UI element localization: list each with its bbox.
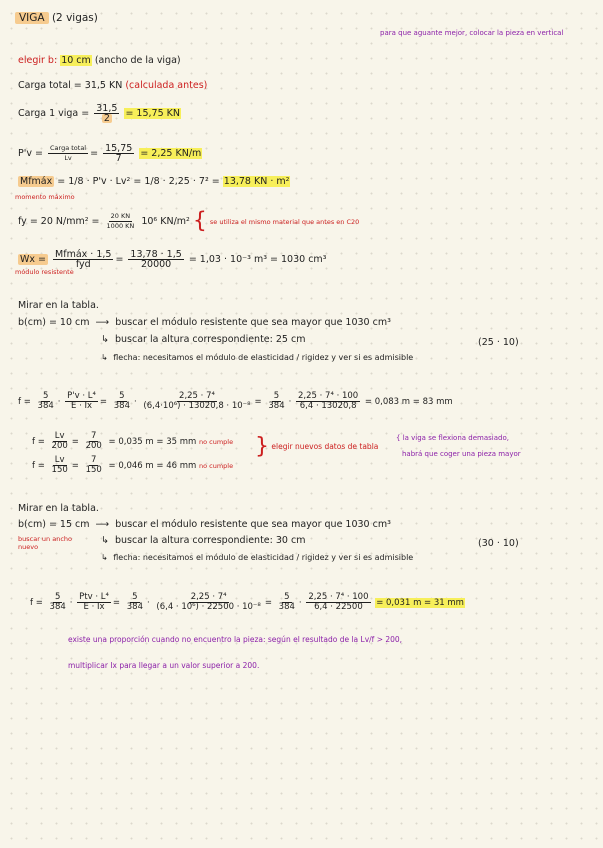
carga-viga-line: Carga 1 viga = $\frac{31,5}{2}$ = 15,75 KN (18, 103, 180, 124)
table2-step2: ↳ buscar la altura correspondiente: 30 cm (101, 535, 306, 546)
page-title (15, 12, 98, 24)
hook-arrow-icon: ↳ (101, 535, 109, 546)
proportion-note-1: existe una proporción cuando no encuentro la pieza: según el resultado de la Lv/f > 200, (68, 635, 403, 644)
table1-step2: ↳ buscar la altura correspondiente: 25 cm (101, 334, 306, 345)
table2-b-note: buscar un ancho nuevo (18, 535, 73, 551)
b-choice-line: elegir b: 10 cm (ancho de la viga) (18, 55, 181, 66)
flexion-note-2: habrá que coger una pieza mayor (402, 450, 521, 458)
table2-b-line: b(cm) = 15 cm ⟶ buscar el módulo resistente que sea mayor que 1030 cm³ (18, 519, 391, 530)
arrow-icon: ⟶ (95, 519, 110, 530)
proportion-note-2: multiplicar Ix para llegar a un valor superior a 200. (68, 661, 260, 670)
table1-heading: Mirar en la tabla. (18, 300, 99, 311)
table1-step3: ↳ flecha: necesitamos el módulo de elasticidad / rigidez y ver si es admisible (101, 353, 414, 362)
flecha1-check1: f = $\frac{Lv}{200}$ = $\frac{7}{200}$ = 0,035 m = 35 mm no cumple (32, 431, 234, 451)
mfmax-line: Mfmáx = 1/8 · P'v · Lv² = 1/8 · 2,25 · 7² = 13,78 KN · m² (20, 176, 290, 187)
table2-dims: (30 · 10) (478, 538, 519, 549)
carga-viga-fraction: $\frac{31,5}{2}$ (96, 103, 118, 124)
vertical-note: para que aguante mejor, colocar la pieza en vertical (380, 29, 564, 37)
fy-line: fy = 20 N/mm² = $\frac{20 KN}{1000 KN}$ 10⁶ KN/m² { se utiliza el mismo material que antes en C20 (18, 208, 360, 234)
table1-dims: (25 · 10) (478, 337, 519, 348)
mfmax-subnote: momento máximo (15, 193, 75, 201)
title-highlight: VIGA (15, 12, 49, 24)
carga-total-line: Carga total = 31,5 KN (calculada antes) (18, 80, 208, 91)
flexion-note-1: { la viga se flexiona demasiado, (396, 434, 509, 442)
new-data-note: } elegir nuevos datos de tabla (255, 434, 379, 459)
flecha2-line: f = $\frac{5}{384}$ · $\frac{\text{Ptv · L⁴}}{E \cdot Ix}$ = $\frac{5}{384}$ · $\frac{\text{2,25 · 7⁴}}{\text{(6,4 · 10⁶) · 22500 · 10⁻⁸}}$ = $\frac{5}{384}$ · $\frac{\text{2,25 · 7⁴ · 100}}{6,4 \cdot 22500}$ = 0,031 m = 31 mm (30, 592, 464, 612)
table1-b-line: b(cm) = 10 cm ⟶ buscar el módulo resistente que sea mayor que 1030 cm³ (18, 317, 391, 328)
hook-arrow-icon: ↳ (101, 353, 108, 362)
arrow-icon: ⟶ (95, 317, 110, 328)
hook-arrow-icon: ↳ (101, 553, 108, 562)
flecha1-check2: f = $\frac{Lv}{150}$ = $\frac{7}{150}$ = 0,046 m = 46 mm no cumple (32, 455, 234, 475)
pv-line: P'v = $\frac{\text{Carga total}}{Lv}$ = $\frac{15,75}{7}$ = 2,25 KN/m (18, 143, 202, 164)
flecha1-line: f = $\frac{5}{384}$ · $\frac{\text{P'v · L⁴}}{E \cdot Ix}$ = $\frac{5}{384}$ · $\frac{\text{2,25 · 7⁴}}{\text{(6,4·10⁶) · 13020,8 · 10⁻⁸}}$ = $\frac{5}{384}$ · $\frac{\text{2,25 · 7⁴ · 100}}{6,4 \cdot 13020,8}$ = 0,083 m = 83 mm (18, 391, 453, 411)
table2-step3: ↳ flecha: necesitamos el módulo de elasticidad / rigidez y ver si es admisible (101, 553, 414, 562)
table2-heading: Mirar en la tabla. (18, 503, 99, 514)
wx-line: Wx = $\frac{\text{Mfmáx · 1,5}}{\text{fyd}}$ = $\frac{13,78 \cdot 1,5}{20000}$ = 1,03 · 10⁻³ m³ = 1030 cm³ (20, 249, 327, 270)
wx-subnote: módulo resistente (15, 268, 74, 276)
hook-arrow-icon: ↳ (101, 334, 109, 345)
title-subtitle: (2 vigas) (51, 12, 98, 24)
